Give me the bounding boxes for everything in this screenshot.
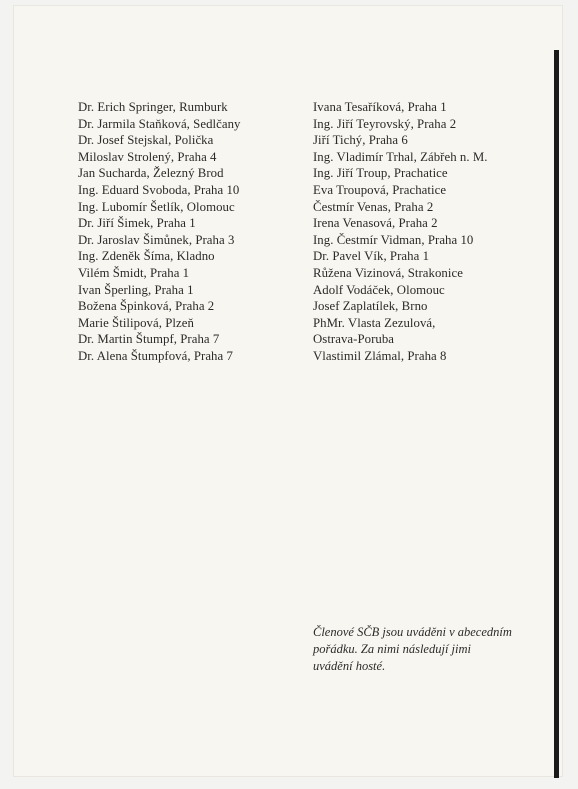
list-item: Dr. Martin Štumpf, Praha 7 xyxy=(78,332,220,347)
list-item: Ing. Čestmír Vidman, Praha 10 xyxy=(313,232,474,247)
member-list-right xyxy=(313,99,488,365)
ordering-note: Členové SČB jsou uváděni v abecedním pořádku. Za nimi následují jimi uvádění hosté. xyxy=(313,625,512,674)
list-item: Miloslav Strolený, Praha 4 xyxy=(78,149,217,164)
list-item: Ivana Tesaříková, Praha 1 xyxy=(313,100,447,114)
list-item: Jan Sucharda, Železný Brod xyxy=(78,166,224,181)
list-item: Dr. Josef Stejskal, Polička xyxy=(78,133,214,148)
list-item: Irena Venasová, Praha 2 xyxy=(313,216,438,231)
list-item: Josef Zaplatílek, Brno xyxy=(313,299,428,314)
list-item: Ing. Lubomír Šetlík, Olomouc xyxy=(78,199,235,214)
list-item: Ing. Jiří Teyrovský, Praha 2 xyxy=(313,116,457,131)
list-item: Marie Štilipová, Plzeň xyxy=(78,315,194,330)
list-item: Ing. Eduard Svoboda, Praha 10 xyxy=(78,182,240,197)
list-item: Eva Troupová, Prachatice xyxy=(313,182,447,197)
list-item: Dr. Jiří Šimek, Praha 1 xyxy=(78,216,196,231)
list-item: Ing. Zdeněk Šíma, Kladno xyxy=(78,249,215,264)
list-item: Čestmír Venas, Praha 2 xyxy=(313,199,434,214)
list-item: Božena Špinková, Praha 2 xyxy=(78,299,215,314)
list-item: Dr. Pavel Vík, Praha 1 xyxy=(313,249,430,264)
list-item: Dr. Erich Springer, Rumburk xyxy=(78,100,228,114)
list-item: Dr. Jarmila Staňková, Sedlčany xyxy=(78,116,241,131)
list-item: PhMr. Vlasta Zezulová, xyxy=(313,315,436,330)
member-list-left xyxy=(78,99,241,365)
list-item: Ing. Jiří Troup, Prachatice xyxy=(313,166,448,181)
list-item: Ing. Vladimír Trhal, Zábřeh n. M. xyxy=(313,149,488,164)
list-item: Dr. Jaroslav Šimůnek, Praha 3 xyxy=(78,232,235,247)
list-item: Dr. Alena Štumpfová, Praha 7 xyxy=(78,348,233,363)
list-item: Ostrava-Poruba xyxy=(313,332,395,347)
list-item: Růžena Vizinová, Strakonice xyxy=(313,265,463,280)
page-edge-shadow xyxy=(554,50,559,778)
list-item: Vilém Šmidt, Praha 1 xyxy=(78,265,190,280)
list-item: Adolf Vodáček, Olomouc xyxy=(313,282,445,297)
list-item: Vlastimil Zlámal, Praha 8 xyxy=(313,348,447,363)
list-item: Jiří Tichý, Praha 6 xyxy=(313,133,408,148)
list-item: Ivan Šperling, Praha 1 xyxy=(78,282,194,297)
